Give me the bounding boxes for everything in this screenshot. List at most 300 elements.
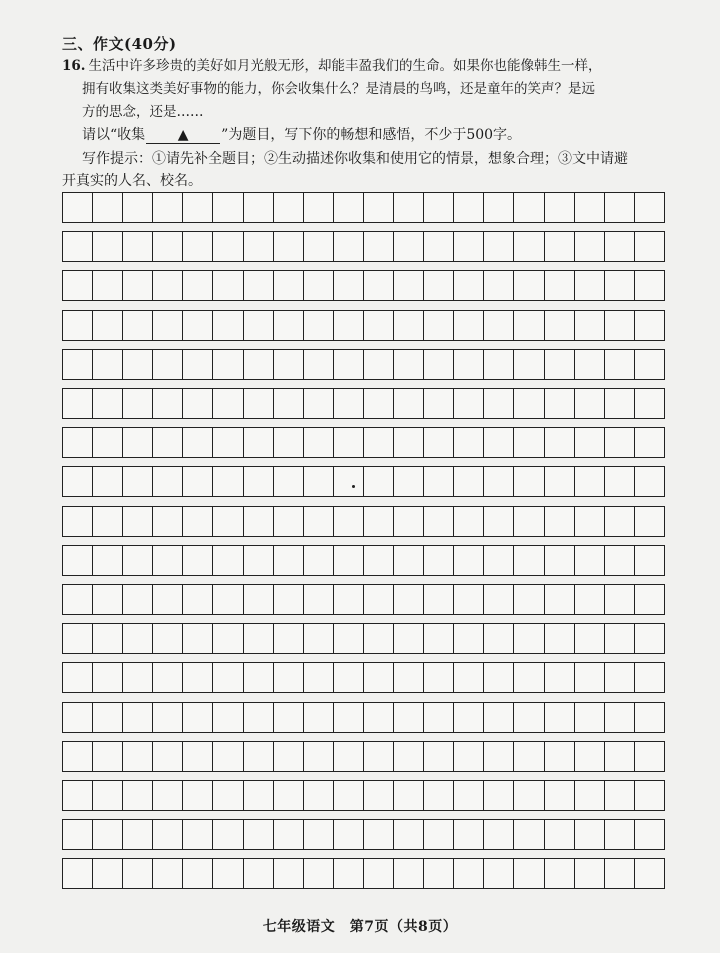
grid-cell[interactable]: [213, 623, 243, 654]
grid-cell[interactable]: [424, 388, 454, 419]
grid-cell[interactable]: [484, 192, 514, 223]
grid-cell[interactable]: [334, 545, 364, 576]
grid-cell[interactable]: [364, 192, 394, 223]
grid-cell[interactable]: [334, 858, 364, 889]
grid-cell[interactable]: [123, 584, 153, 615]
grid-cell[interactable]: [244, 231, 274, 262]
grid-cell[interactable]: [394, 623, 424, 654]
grid-cell[interactable]: [153, 270, 183, 301]
grid-cell[interactable]: [123, 623, 153, 654]
grid-cell[interactable]: [635, 192, 665, 223]
grid-cell[interactable]: [274, 741, 304, 772]
grid-cell[interactable]: [394, 427, 424, 458]
grid-cell[interactable]: [514, 858, 544, 889]
grid-cell[interactable]: [484, 702, 514, 733]
grid-cell[interactable]: [454, 741, 484, 772]
grid-cell[interactable]: [244, 858, 274, 889]
grid-cell[interactable]: [153, 858, 183, 889]
grid-cell[interactable]: [93, 388, 123, 419]
grid-cell[interactable]: [123, 270, 153, 301]
grid-cell[interactable]: [575, 388, 605, 419]
grid-cell[interactable]: [454, 623, 484, 654]
grid-cell[interactable]: [63, 427, 93, 458]
grid-cell[interactable]: [454, 780, 484, 811]
grid-cell[interactable]: [545, 349, 575, 380]
grid-cell[interactable]: [484, 662, 514, 693]
grid-cell[interactable]: [484, 545, 514, 576]
grid-cell[interactable]: [213, 741, 243, 772]
grid-cell[interactable]: [93, 819, 123, 850]
grid-cell[interactable]: [334, 662, 364, 693]
grid-cell[interactable]: [274, 427, 304, 458]
grid-cell[interactable]: [545, 192, 575, 223]
grid-cell[interactable]: [123, 427, 153, 458]
grid-cell[interactable]: [394, 270, 424, 301]
grid-cell[interactable]: [454, 310, 484, 341]
grid-cell[interactable]: [454, 192, 484, 223]
grid-cell[interactable]: [123, 858, 153, 889]
grid-cell[interactable]: [605, 662, 635, 693]
grid-cell[interactable]: [183, 702, 213, 733]
grid-cell[interactable]: [575, 702, 605, 733]
grid-cell[interactable]: [484, 349, 514, 380]
grid-cell[interactable]: [545, 466, 575, 497]
grid-cell[interactable]: [514, 584, 544, 615]
grid-cell[interactable]: [635, 741, 665, 772]
grid-cell[interactable]: [123, 545, 153, 576]
grid-cell[interactable]: [244, 584, 274, 615]
grid-cell[interactable]: [63, 780, 93, 811]
grid-cell[interactable]: [364, 780, 394, 811]
grid-cell[interactable]: [575, 427, 605, 458]
grid-cell[interactable]: [514, 270, 544, 301]
grid-cell[interactable]: [304, 780, 334, 811]
grid-cell[interactable]: [514, 662, 544, 693]
grid-cell[interactable]: [213, 662, 243, 693]
grid-cell[interactable]: [454, 388, 484, 419]
grid-cell[interactable]: [394, 741, 424, 772]
grid-cell[interactable]: [454, 662, 484, 693]
grid-cell[interactable]: [605, 780, 635, 811]
grid-cell[interactable]: [123, 349, 153, 380]
grid-cell[interactable]: [635, 702, 665, 733]
grid-cell[interactable]: [123, 388, 153, 419]
grid-cell[interactable]: [605, 231, 635, 262]
grid-cell[interactable]: [213, 231, 243, 262]
grid-cell[interactable]: [364, 231, 394, 262]
grid-cell[interactable]: [545, 310, 575, 341]
grid-cell[interactable]: [575, 780, 605, 811]
grid-cell[interactable]: [605, 466, 635, 497]
grid-cell[interactable]: [424, 310, 454, 341]
grid-cell[interactable]: [484, 584, 514, 615]
grid-cell[interactable]: [274, 388, 304, 419]
grid-cell[interactable]: [183, 545, 213, 576]
grid-cell[interactable]: [274, 466, 304, 497]
grid-cell[interactable]: [545, 584, 575, 615]
grid-cell[interactable]: [244, 270, 274, 301]
grid-cell[interactable]: [183, 231, 213, 262]
grid-cell[interactable]: [575, 584, 605, 615]
grid-cell[interactable]: [304, 858, 334, 889]
grid-cell[interactable]: [123, 741, 153, 772]
grid-cell[interactable]: [153, 192, 183, 223]
grid-cell[interactable]: [575, 623, 605, 654]
grid-cell[interactable]: [514, 623, 544, 654]
grid-cell[interactable]: [93, 623, 123, 654]
grid-cell[interactable]: [605, 427, 635, 458]
grid-cell[interactable]: [304, 741, 334, 772]
grid-cell[interactable]: [364, 623, 394, 654]
grid-cell[interactable]: [635, 662, 665, 693]
grid-cell[interactable]: [304, 545, 334, 576]
grid-cell[interactable]: [183, 623, 213, 654]
grid-cell[interactable]: [153, 780, 183, 811]
grid-cell[interactable]: [93, 506, 123, 537]
grid-cell[interactable]: [63, 192, 93, 223]
grid-cell[interactable]: [514, 506, 544, 537]
grid-cell[interactable]: [153, 545, 183, 576]
grid-cell[interactable]: [364, 349, 394, 380]
grid-cell[interactable]: [183, 427, 213, 458]
grid-cell[interactable]: [575, 231, 605, 262]
grid-cell[interactable]: [484, 506, 514, 537]
grid-cell[interactable]: [304, 231, 334, 262]
grid-cell[interactable]: [545, 858, 575, 889]
grid-cell[interactable]: [364, 545, 394, 576]
grid-cell[interactable]: [424, 231, 454, 262]
grid-cell[interactable]: [213, 584, 243, 615]
grid-cell[interactable]: [575, 741, 605, 772]
grid-cell[interactable]: [244, 662, 274, 693]
grid-cell[interactable]: [93, 858, 123, 889]
grid-cell[interactable]: [153, 231, 183, 262]
grid-cell[interactable]: [635, 466, 665, 497]
grid-cell[interactable]: [605, 819, 635, 850]
grid-cell[interactable]: [334, 584, 364, 615]
grid-cell[interactable]: [63, 741, 93, 772]
grid-cell[interactable]: [605, 702, 635, 733]
grid-cell[interactable]: [545, 231, 575, 262]
grid-cell[interactable]: [394, 819, 424, 850]
grid-cell[interactable]: [364, 270, 394, 301]
grid-cell[interactable]: [454, 270, 484, 301]
grid-cell[interactable]: [123, 466, 153, 497]
grid-cell[interactable]: [153, 662, 183, 693]
grid-cell[interactable]: [213, 388, 243, 419]
grid-cell[interactable]: [153, 349, 183, 380]
grid-cell[interactable]: [635, 349, 665, 380]
grid-cell[interactable]: [635, 231, 665, 262]
grid-cell[interactable]: [274, 662, 304, 693]
grid-cell[interactable]: [364, 584, 394, 615]
grid-cell[interactable]: [183, 780, 213, 811]
grid-cell[interactable]: [304, 584, 334, 615]
grid-cell[interactable]: [514, 192, 544, 223]
grid-cell[interactable]: [244, 310, 274, 341]
grid-cell[interactable]: [394, 506, 424, 537]
grid-cell[interactable]: [364, 662, 394, 693]
grid-cell[interactable]: [484, 388, 514, 419]
grid-cell[interactable]: [304, 270, 334, 301]
grid-cell[interactable]: [63, 310, 93, 341]
grid-cell[interactable]: [394, 231, 424, 262]
grid-cell[interactable]: [575, 819, 605, 850]
grid-cell[interactable]: [424, 623, 454, 654]
grid-cell[interactable]: [575, 506, 605, 537]
grid-cell[interactable]: [424, 584, 454, 615]
grid-cell[interactable]: [364, 741, 394, 772]
grid-cell[interactable]: [545, 662, 575, 693]
grid-cell[interactable]: [93, 466, 123, 497]
grid-cell[interactable]: [394, 466, 424, 497]
grid-cell[interactable]: [304, 349, 334, 380]
grid-cell[interactable]: [183, 466, 213, 497]
grid-cell[interactable]: [63, 506, 93, 537]
grid-cell[interactable]: [364, 819, 394, 850]
grid-cell[interactable]: [304, 192, 334, 223]
grid-cell[interactable]: [334, 466, 364, 497]
grid-cell[interactable]: [183, 388, 213, 419]
grid-cell[interactable]: [183, 584, 213, 615]
grid-cell[interactable]: [454, 584, 484, 615]
grid-cell[interactable]: [545, 427, 575, 458]
grid-cell[interactable]: [153, 466, 183, 497]
grid-cell[interactable]: [635, 623, 665, 654]
grid-cell[interactable]: [123, 310, 153, 341]
grid-cell[interactable]: [545, 545, 575, 576]
grid-cell[interactable]: [364, 702, 394, 733]
grid-cell[interactable]: [93, 231, 123, 262]
grid-cell[interactable]: [63, 388, 93, 419]
grid-cell[interactable]: [454, 427, 484, 458]
grid-cell[interactable]: [454, 858, 484, 889]
grid-cell[interactable]: [213, 780, 243, 811]
grid-cell[interactable]: [63, 584, 93, 615]
grid-cell[interactable]: [635, 819, 665, 850]
grid-cell[interactable]: [213, 819, 243, 850]
grid-cell[interactable]: [213, 270, 243, 301]
grid-cell[interactable]: [484, 427, 514, 458]
grid-cell[interactable]: [153, 819, 183, 850]
grid-cell[interactable]: [63, 702, 93, 733]
grid-cell[interactable]: [213, 545, 243, 576]
grid-cell[interactable]: [605, 310, 635, 341]
grid-cell[interactable]: [635, 270, 665, 301]
grid-cell[interactable]: [424, 192, 454, 223]
grid-cell[interactable]: [334, 702, 364, 733]
grid-cell[interactable]: [244, 466, 274, 497]
grid-cell[interactable]: [635, 858, 665, 889]
grid-cell[interactable]: [274, 584, 304, 615]
grid-cell[interactable]: [153, 623, 183, 654]
grid-cell[interactable]: [213, 310, 243, 341]
grid-cell[interactable]: [183, 192, 213, 223]
grid-cell[interactable]: [514, 780, 544, 811]
grid-cell[interactable]: [424, 741, 454, 772]
grid-cell[interactable]: [545, 780, 575, 811]
grid-cell[interactable]: [364, 388, 394, 419]
grid-cell[interactable]: [63, 623, 93, 654]
grid-cell[interactable]: [93, 545, 123, 576]
grid-cell[interactable]: [484, 270, 514, 301]
grid-cell[interactable]: [304, 506, 334, 537]
grid-cell[interactable]: [153, 741, 183, 772]
grid-cell[interactable]: [545, 270, 575, 301]
grid-cell[interactable]: [183, 819, 213, 850]
grid-cell[interactable]: [153, 702, 183, 733]
grid-cell[interactable]: [93, 192, 123, 223]
grid-cell[interactable]: [575, 192, 605, 223]
grid-cell[interactable]: [484, 623, 514, 654]
grid-cell[interactable]: [244, 388, 274, 419]
grid-cell[interactable]: [123, 780, 153, 811]
grid-cell[interactable]: [123, 662, 153, 693]
grid-cell[interactable]: [635, 427, 665, 458]
grid-cell[interactable]: [514, 819, 544, 850]
grid-cell[interactable]: [454, 231, 484, 262]
grid-cell[interactable]: [454, 819, 484, 850]
grid-cell[interactable]: [244, 427, 274, 458]
grid-cell[interactable]: [545, 506, 575, 537]
grid-cell[interactable]: [514, 349, 544, 380]
grid-cell[interactable]: [274, 819, 304, 850]
grid-cell[interactable]: [274, 310, 304, 341]
grid-cell[interactable]: [334, 741, 364, 772]
grid-cell[interactable]: [304, 819, 334, 850]
grid-cell[interactable]: [484, 858, 514, 889]
grid-cell[interactable]: [635, 310, 665, 341]
grid-cell[interactable]: [454, 466, 484, 497]
grid-cell[interactable]: [334, 780, 364, 811]
grid-cell[interactable]: [364, 506, 394, 537]
grid-cell[interactable]: [514, 702, 544, 733]
grid-cell[interactable]: [635, 584, 665, 615]
grid-cell[interactable]: [274, 702, 304, 733]
grid-cell[interactable]: [394, 545, 424, 576]
grid-cell[interactable]: [635, 780, 665, 811]
grid-cell[interactable]: [394, 858, 424, 889]
grid-cell[interactable]: [123, 819, 153, 850]
grid-cell[interactable]: [545, 819, 575, 850]
grid-cell[interactable]: [304, 427, 334, 458]
grid-cell[interactable]: [244, 192, 274, 223]
grid-cell[interactable]: [575, 662, 605, 693]
grid-cell[interactable]: [424, 858, 454, 889]
grid-cell[interactable]: [635, 506, 665, 537]
grid-cell[interactable]: [244, 780, 274, 811]
grid-cell[interactable]: [484, 819, 514, 850]
grid-cell[interactable]: [93, 662, 123, 693]
grid-cell[interactable]: [304, 662, 334, 693]
grid-cell[interactable]: [545, 741, 575, 772]
grid-cell[interactable]: [575, 858, 605, 889]
grid-cell[interactable]: [334, 388, 364, 419]
grid-cell[interactable]: [575, 466, 605, 497]
grid-cell[interactable]: [274, 545, 304, 576]
grid-cell[interactable]: [424, 780, 454, 811]
grid-cell[interactable]: [244, 702, 274, 733]
grid-cell[interactable]: [183, 270, 213, 301]
grid-cell[interactable]: [394, 780, 424, 811]
grid-cell[interactable]: [394, 584, 424, 615]
grid-cell[interactable]: [93, 270, 123, 301]
grid-cell[interactable]: [575, 310, 605, 341]
grid-cell[interactable]: [153, 506, 183, 537]
grid-cell[interactable]: [123, 192, 153, 223]
grid-cell[interactable]: [394, 349, 424, 380]
grid-cell[interactable]: [304, 702, 334, 733]
grid-cell[interactable]: [183, 506, 213, 537]
grid-cell[interactable]: [605, 349, 635, 380]
grid-cell[interactable]: [514, 388, 544, 419]
grid-cell[interactable]: [334, 192, 364, 223]
grid-cell[interactable]: [424, 819, 454, 850]
grid-cell[interactable]: [484, 780, 514, 811]
grid-cell[interactable]: [244, 623, 274, 654]
grid-cell[interactable]: [484, 466, 514, 497]
grid-cell[interactable]: [394, 702, 424, 733]
grid-cell[interactable]: [514, 427, 544, 458]
grid-cell[interactable]: [63, 349, 93, 380]
grid-cell[interactable]: [575, 349, 605, 380]
grid-cell[interactable]: [545, 702, 575, 733]
grid-cell[interactable]: [394, 662, 424, 693]
grid-cell[interactable]: [274, 192, 304, 223]
grid-cell[interactable]: [63, 858, 93, 889]
grid-cell[interactable]: [274, 858, 304, 889]
grid-cell[interactable]: [364, 427, 394, 458]
grid-cell[interactable]: [93, 427, 123, 458]
grid-cell[interactable]: [424, 545, 454, 576]
title-blank[interactable]: ▲: [146, 127, 220, 144]
grid-cell[interactable]: [213, 466, 243, 497]
grid-cell[interactable]: [93, 584, 123, 615]
grid-cell[interactable]: [274, 231, 304, 262]
grid-cell[interactable]: [605, 506, 635, 537]
grid-cell[interactable]: [304, 623, 334, 654]
grid-cell[interactable]: [394, 310, 424, 341]
grid-cell[interactable]: [605, 741, 635, 772]
grid-cell[interactable]: [605, 388, 635, 419]
grid-cell[interactable]: [213, 702, 243, 733]
grid-cell[interactable]: [153, 388, 183, 419]
grid-cell[interactable]: [334, 270, 364, 301]
grid-cell[interactable]: [484, 741, 514, 772]
grid-cell[interactable]: [334, 506, 364, 537]
grid-cell[interactable]: [334, 427, 364, 458]
grid-cell[interactable]: [424, 506, 454, 537]
grid-cell[interactable]: [334, 349, 364, 380]
grid-cell[interactable]: [635, 388, 665, 419]
grid-cell[interactable]: [244, 819, 274, 850]
grid-cell[interactable]: [545, 388, 575, 419]
grid-cell[interactable]: [63, 662, 93, 693]
grid-cell[interactable]: [93, 310, 123, 341]
grid-cell[interactable]: [183, 310, 213, 341]
grid-cell[interactable]: [213, 858, 243, 889]
grid-cell[interactable]: [334, 231, 364, 262]
grid-cell[interactable]: [394, 192, 424, 223]
grid-cell[interactable]: [304, 310, 334, 341]
grid-cell[interactable]: [274, 780, 304, 811]
grid-cell[interactable]: [123, 231, 153, 262]
grid-cell[interactable]: [424, 702, 454, 733]
grid-cell[interactable]: [364, 466, 394, 497]
grid-cell[interactable]: [575, 270, 605, 301]
grid-cell[interactable]: [334, 819, 364, 850]
grid-cell[interactable]: [63, 545, 93, 576]
